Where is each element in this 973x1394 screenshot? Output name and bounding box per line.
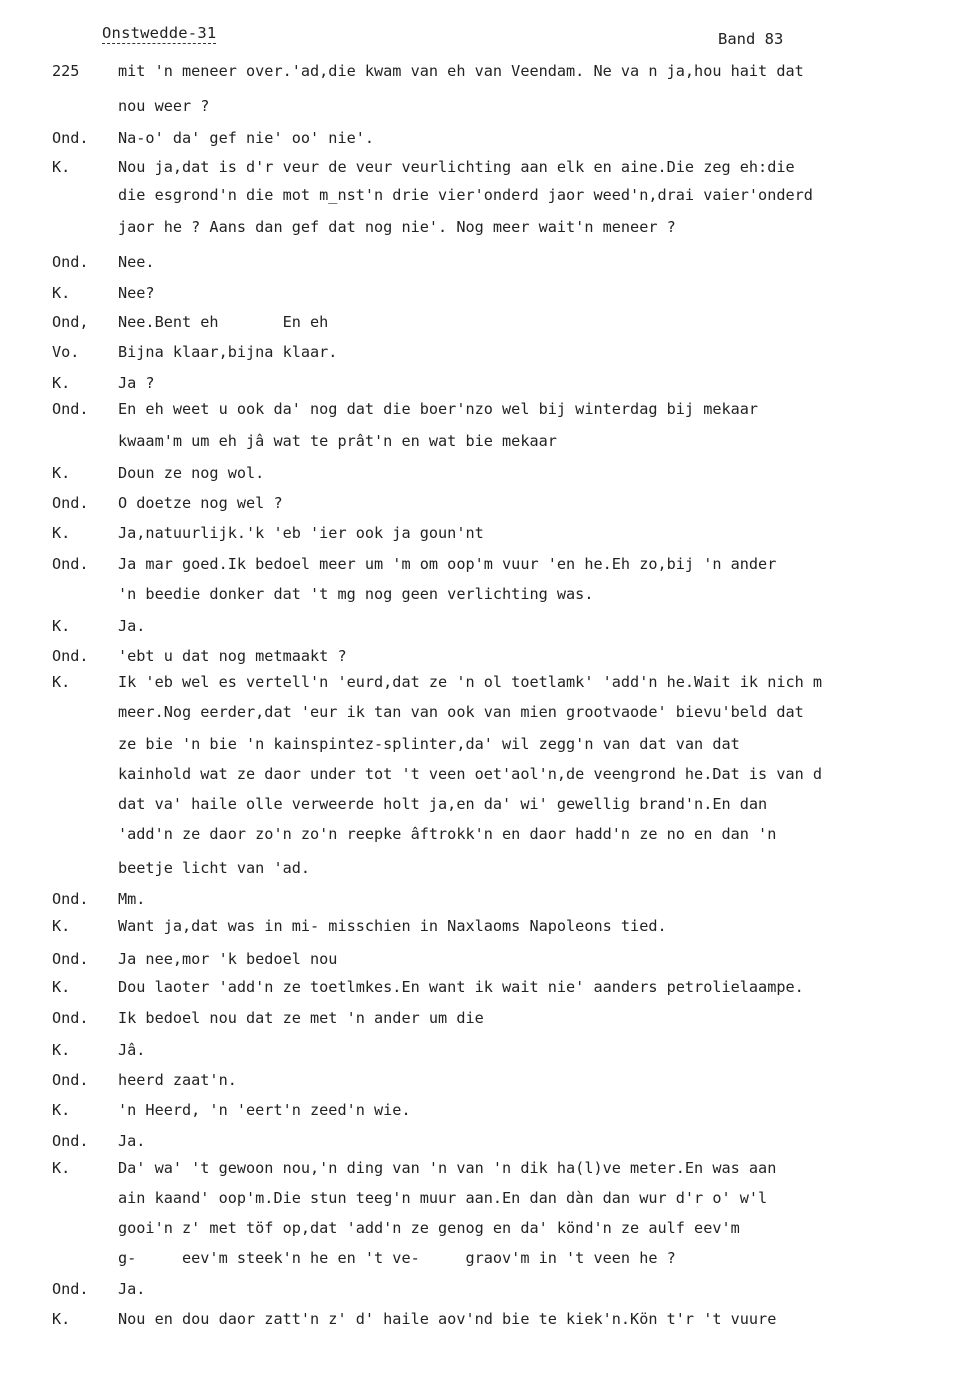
utterance-text: 'add'n ze daor zo'n zo'n reepke âftrokk'n en daor hadd'n ze no en dan 'n [118, 825, 777, 843]
utterance-text: kwaam'm um eh jâ wat te prât'n en wat bie mekaar [118, 432, 557, 450]
utterance-text: Nee. [118, 253, 155, 271]
utterance-text: jaor he ? Aans dan gef dat nog nie'. Nog meer wait'n meneer ? [118, 218, 676, 236]
transcript-line [0, 462, 973, 484]
utterance-text: Ja. [118, 1280, 146, 1298]
speaker-label: K. [52, 158, 71, 176]
speaker-label: K. [52, 1041, 71, 1059]
transcript-line [0, 793, 973, 815]
transcript-line [0, 701, 973, 723]
utterance-text: 'n Heerd, 'n 'eert'n zeed'n wie. [118, 1101, 411, 1119]
transcript-line [0, 1130, 973, 1152]
transcript-line [0, 282, 973, 304]
transcript-line [0, 553, 973, 575]
transcript-line [0, 1187, 973, 1209]
utterance-text: Want ja,dat was in mi- misschien in Naxlaoms Napoleons tied. [118, 917, 667, 935]
utterance-text: nou weer ? [118, 97, 210, 115]
transcript-line [0, 1278, 973, 1300]
speaker-label: K. [52, 464, 71, 482]
utterance-text: Ja nee,mor 'k bedoel nou [118, 950, 338, 968]
document-title: Onstwedde-31 [102, 24, 217, 42]
utterance-text: dat va' haile olle verweerde holt ja,en da' wi' gewellig brand'n.En dan [118, 795, 768, 813]
utterance-text: 'ebt u dat nog metmaakt ? [118, 647, 347, 665]
speaker-label: Ond. [52, 1071, 89, 1089]
speaker-label: Ond. [52, 494, 89, 512]
utterance-text: Ja mar goed.Ik bedoel meer um 'm om oop'm vuur 'en he.Eh zo,bij 'n ander [118, 555, 777, 573]
transcript-line [0, 1157, 973, 1179]
transcript-line [0, 398, 973, 420]
transcript-line [0, 95, 973, 117]
transcript-line [0, 1099, 973, 1121]
utterance-text: mit 'n meneer over.'ad,die kwam van eh van Veendam. Ne va n ja,hou hait dat [118, 62, 804, 80]
speaker-label: 225 [52, 62, 80, 80]
speaker-label: Ond, [52, 313, 89, 331]
speaker-label: Ond. [52, 647, 89, 665]
utterance-text: Ik 'eb wel es vertell'n 'eurd,dat ze 'n ol toetlamk' 'add'n he.Wait ik nich m [118, 673, 823, 691]
utterance-text: Da' wa' 't gewoon nou,'n ding van 'n van 'n dik ha(l)ve meter.En was aan [118, 1159, 777, 1177]
document-header-title [102, 24, 216, 42]
transcript-line [0, 583, 973, 605]
utterance-text: O doetze nog wel ? [118, 494, 283, 512]
transcript-line [0, 1007, 973, 1029]
utterance-text: g- eev'm steek'n he en 't ve- graov'm in 't veen he ? [118, 1249, 676, 1267]
speaker-label: K. [52, 284, 71, 302]
utterance-text: Mm. [118, 890, 146, 908]
speaker-label: Ond. [52, 555, 89, 573]
transcript-line [0, 430, 973, 452]
speaker-label: Ond. [52, 950, 89, 968]
transcript-line [0, 522, 973, 544]
transcript-line [0, 341, 973, 363]
transcript-line [0, 976, 973, 998]
utterance-text: Ja ? [118, 374, 155, 392]
transcript-line [0, 733, 973, 755]
transcript-line [0, 948, 973, 970]
speaker-label: K. [52, 524, 71, 542]
utterance-text: Ja. [118, 617, 146, 635]
speaker-label: Ond. [52, 1280, 89, 1298]
utterance-text: Ja. [118, 1132, 146, 1150]
speaker-label: Ond. [52, 890, 89, 908]
utterance-text: heerd zaat'n. [118, 1071, 237, 1089]
band-number: Band 83 [718, 30, 784, 48]
transcript-line [0, 888, 973, 910]
transcript-line [0, 372, 973, 394]
transcript-line [0, 857, 973, 879]
utterance-text: beetje licht van 'ad. [118, 859, 311, 877]
utterance-text: Jâ. [118, 1041, 146, 1059]
speaker-label: Vo. [52, 343, 80, 361]
utterance-text: 'n beedie donker dat 't mg nog geen verlichting was. [118, 585, 594, 603]
transcript-line [0, 156, 973, 178]
transcript-line [0, 1039, 973, 1061]
speaker-label: Ond. [52, 1132, 89, 1150]
transcript-line [0, 645, 973, 667]
transcript-line [0, 311, 973, 333]
utterance-text: Doun ze nog wol. [118, 464, 265, 482]
utterance-text: ain kaand' oop'm.Die stun teeg'n muur aan.En dan dàn dan wur d'r o' w'l [118, 1189, 768, 1207]
transcript-line [0, 671, 973, 693]
speaker-label: K. [52, 1310, 71, 1328]
transcript-line [0, 127, 973, 149]
speaker-label: K. [52, 673, 71, 691]
speaker-label: K. [52, 1101, 71, 1119]
utterance-text: ze bie 'n bie 'n kainspintez-splinter,da' wil zegg'n van dat van dat [118, 735, 740, 753]
utterance-text: Nee? [118, 284, 155, 302]
utterance-text: gooi'n z' met töf op,dat 'add'n ze genog en da' könd'n ze aulf eev'm [118, 1219, 740, 1237]
utterance-text: die esgrond'n die mot m_nst'n drie vier'onderd jaor weed'n,drai vaier'onderd [118, 186, 813, 204]
speaker-label: K. [52, 978, 71, 996]
utterance-text: Bijna klaar,bijna klaar. [118, 343, 338, 361]
transcript-line [0, 184, 973, 206]
speaker-label: Ond. [52, 400, 89, 418]
transcript-line [0, 823, 973, 845]
utterance-text: meer.Nog eerder,dat 'eur ik tan van ook van mien grootvaode' bievu'beld dat [118, 703, 804, 721]
transcript-line [0, 1247, 973, 1269]
transcript-line [0, 216, 973, 238]
speaker-label: K. [52, 917, 71, 935]
utterance-text: Ik bedoel nou dat ze met 'n ander um die [118, 1009, 484, 1027]
speaker-label: Ond. [52, 1009, 89, 1027]
transcript-line [0, 251, 973, 273]
utterance-text: kainhold wat ze daor under tot 't veen oet'aol'n,de veengrond he.Dat is van d [118, 765, 823, 783]
utterance-text: Nou ja,dat is d'r veur de veur veurlichting aan elk en aine.Die zeg eh:die [118, 158, 795, 176]
transcript-line [0, 1308, 973, 1330]
speaker-label: Ond. [52, 253, 89, 271]
transcript-line [0, 763, 973, 785]
transcript-line [0, 615, 973, 637]
speaker-label: K. [52, 617, 71, 635]
utterance-text: Dou laoter 'add'n ze toetlmkes.En want ik wait nie' aanders petrolielaampe. [118, 978, 804, 996]
utterance-text: En eh weet u ook da' nog dat die boer'nzo wel bij winterdag bij mekaar [118, 400, 759, 418]
speaker-label: Ond. [52, 129, 89, 147]
transcript-line [0, 60, 973, 82]
utterance-text: Nou en dou daor zatt'n z' d' haile aov'nd bie te kiek'n.Kön t'r 't vuure [118, 1310, 777, 1328]
transcript-line [0, 1217, 973, 1239]
utterance-text: Na-o' da' gef nie' oo' nie'. [118, 129, 375, 147]
transcript-line [0, 915, 973, 937]
utterance-text: Nee.Bent eh En eh [118, 313, 329, 331]
speaker-label: K. [52, 374, 71, 392]
transcript-line [0, 492, 973, 514]
transcript-line [0, 1069, 973, 1091]
utterance-text: Ja,natuurlijk.'k 'eb 'ier ook ja goun'nt [118, 524, 484, 542]
speaker-label: K. [52, 1159, 71, 1177]
